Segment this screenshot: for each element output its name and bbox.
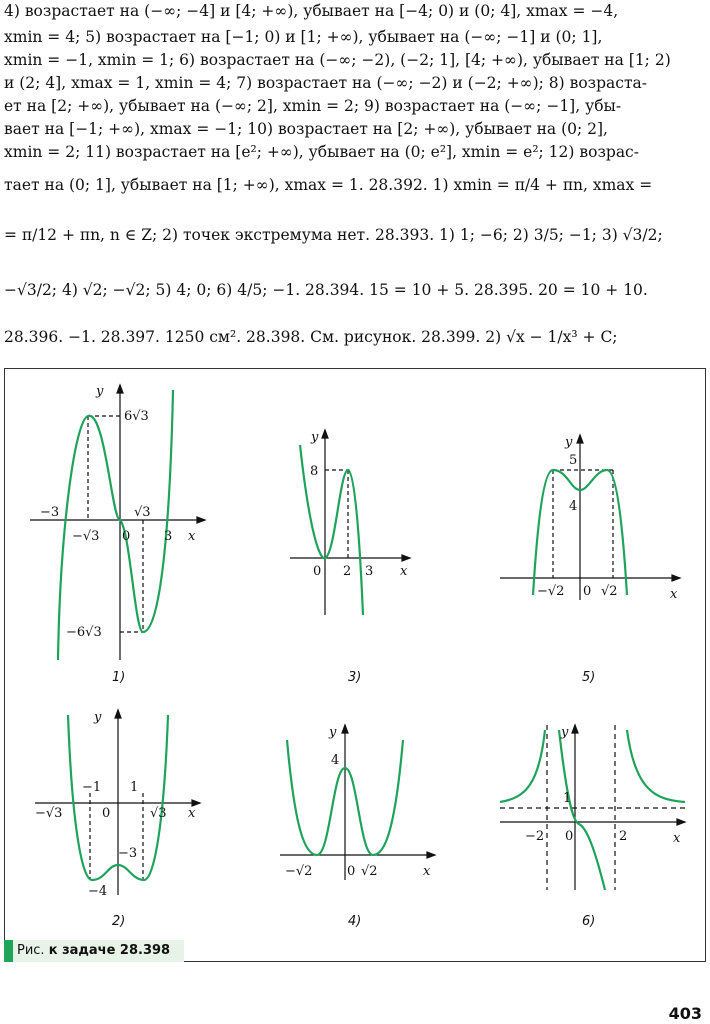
page-number: 403	[668, 1004, 702, 1023]
answer-line-4: и (2; 4], xmax = 1, xmin = 4; 7) возрастает на (−∞; −2) и (−2; +∞); 8) возраста-	[4, 74, 648, 92]
answer-line-6: вает на [−1; +∞), xmax = −1; 10) возрастает на [2; +∞), убывает на (0; 2],	[4, 120, 608, 138]
caption-text: к задаче 28.398	[48, 943, 171, 958]
plot3-tick: 3	[365, 564, 374, 579]
plot2-y-label: y	[94, 710, 102, 725]
answer-line-7: xmin = 2; 11) возрастает на [e²; +∞), убывает на (0; e²], xmin = e²; 12) возрас-	[4, 143, 639, 161]
plot4-y-label: y	[329, 725, 337, 740]
plot3-y-label: y	[311, 430, 319, 445]
plot2-tick: 0	[102, 806, 111, 821]
plot4-tick: −√2	[285, 864, 313, 879]
plot2-tick: 1	[130, 780, 139, 795]
plot1-tick: 3	[164, 529, 173, 544]
answer-line-5: ет на [2; +∞), убывает на (−∞; 2], xmin = 2; 9) возрастает на (−∞; −1], убы-	[4, 97, 622, 115]
plot3-tick: 2	[343, 564, 352, 579]
plot-label-2: 2)	[112, 914, 126, 929]
plot6-x-label: x	[673, 831, 681, 846]
plot-label-3: 3)	[348, 670, 362, 685]
graph-6	[495, 720, 690, 890]
plot4-tick: 4	[331, 753, 340, 768]
plot5-x-label: x	[670, 587, 678, 602]
plot1-y-label: y	[96, 384, 104, 399]
plot-label-5: 5)	[582, 670, 596, 685]
plot4-x-label: x	[423, 864, 431, 879]
plot1-tick: −3	[40, 505, 60, 520]
plot5-tick: 4	[569, 499, 578, 514]
caption-marker	[4, 940, 13, 962]
graph-2	[30, 705, 210, 895]
graph-4	[275, 720, 440, 885]
plot-label-4: 4)	[348, 914, 362, 929]
plot5-tick: √2	[601, 584, 618, 599]
plot4-tick: 0	[347, 864, 356, 879]
plot5-y-label: y	[565, 435, 573, 450]
answer-line-9: = π/12 + πn, n ∈ Z; 2) точек экстремума нет. 28.393. 1) 1; −6; 2) 3/5; −1; 3) √3/2;	[4, 226, 663, 244]
plot2-tick: √3	[150, 806, 167, 821]
answer-line-10: −√3/2; 4) √2; −√2; 5) 4; 0; 6) 4/5; −1. 28.394. 15 = 10 + 5. 28.395. 20 = 10 + 10.	[4, 281, 648, 299]
plot-label-6: 6)	[582, 914, 596, 929]
plot1-tick: 0	[122, 529, 131, 544]
plot6-tick: 1	[563, 791, 572, 806]
plot3-x-label: x	[400, 564, 408, 579]
plot6-tick: −2	[525, 829, 545, 844]
plot3-tick: 0	[313, 564, 322, 579]
plot2-tick: −√3	[35, 806, 63, 821]
plot2-tick: −1	[82, 780, 102, 795]
plot5-tick: 5	[569, 453, 578, 468]
plot5-tick: −√2	[537, 584, 565, 599]
caption-prefix: Рис.	[17, 943, 45, 958]
plot-label-1: 1)	[112, 670, 126, 685]
plot1-tick: √3	[134, 505, 151, 520]
plot5-tick: 0	[583, 584, 592, 599]
answer-line-8: тает на (0; 1], убывает на [1; +∞), xmax = 1. 28.392. 1) xmin = π/4 + πn, xmax =	[4, 176, 653, 194]
plot2-x-label: x	[188, 806, 196, 821]
plot2-tick: −3	[118, 846, 138, 861]
plot6-y-label: y	[561, 725, 569, 740]
graph-1	[20, 380, 210, 660]
plot6-tick: 2	[619, 829, 628, 844]
plot4-tick: √2	[361, 864, 378, 879]
graph-5	[495, 430, 690, 610]
answer-line-2: xmin = 4; 5) возрастает на [−1; 0) и [1; +∞), убывает на (−∞; −1] и (0; 1],	[4, 28, 603, 46]
answer-line-3: xmin = −1, xmin = 1; 6) возрастает на (−∞; −2), (−2; 1], [4; +∞), убывает на [1; 2)	[4, 51, 671, 69]
answer-line-1: 4) возрастает на (−∞; −4] и [4; +∞), убывает на [−4; 0) и (0; 4], xmax = −4,	[4, 2, 619, 20]
plot1-x-label: x	[188, 529, 196, 544]
plot1-min-label: −6√3	[66, 625, 102, 640]
plot2-tick: −4	[88, 884, 108, 895]
plot1-max-label: 6√3	[124, 409, 149, 424]
graph-3	[285, 425, 425, 615]
plot6-tick: 0	[565, 829, 574, 844]
answer-line-11: 28.396. −1. 28.397. 1250 см². 28.398. См. рисунок. 28.399. 2) √x − 1/x³ + C;	[4, 328, 618, 346]
plot1-tick: −√3	[72, 529, 100, 544]
figure-caption	[4, 940, 184, 962]
plot3-tick: 8	[310, 464, 319, 479]
